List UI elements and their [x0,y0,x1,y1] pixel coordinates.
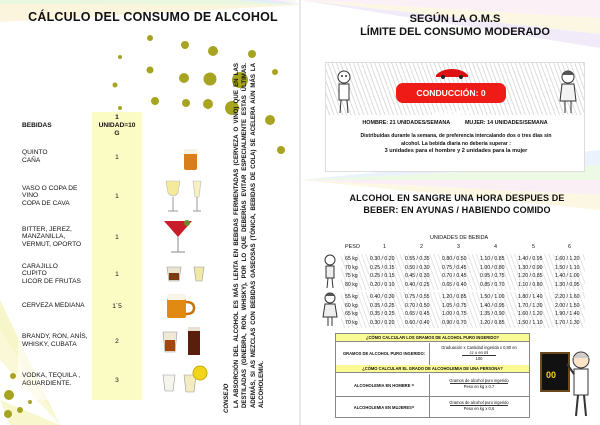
table-row [18,290,266,322]
men-alcoholemia-formula: Gramos de alcohol puro ingerido Peso en kg x 0,7 [449,378,509,389]
beverage-name: CERVEZA MEDIANA [18,290,92,322]
beverage-name: BRANDY, RON, ANÍS, WHISKY, CUBATA [18,322,92,360]
beverage-units: 1 [92,138,142,176]
units-col-4: 4 [494,244,497,250]
women-weight-cell: 55 kg [345,294,358,300]
advice-label: CONSEJO [224,383,230,413]
men-bac-cell: 0.85 / 0.70 [480,281,505,288]
weight-header: PESO [345,244,360,250]
women-alcoholemia-label: ALCOHOLEMIA EN MUJERES= [353,405,415,410]
women-bac-cell: 1.50 / 1.10 [518,319,543,326]
women-bac-cell: 0.35 / 0.25 [370,311,395,317]
units-col-2: 2 [420,244,423,250]
men-bac-cell: 1.40 / 1.00 [555,273,580,279]
men-weight-cell: 65 kg [345,256,358,262]
men-bac-cell: 0.65 / 0.40 [442,281,467,288]
weekly-limits [326,120,584,126]
units-col-6: 6 [568,244,571,250]
women-weekly-limit: MUJER: 14 UNIDADES/SEMANA [464,120,548,126]
men-alcoholemia-label: ALCOHOLEMIA EN HOMBRE = [353,383,414,388]
women-bac-cell: 1.70 / 1.30 [555,319,580,326]
beverage-units: 1 [92,216,142,258]
men-bac-cell: 0.40 / 0.25 [405,281,430,288]
women-bac-cell: 0.30 / 0.20 [370,319,395,326]
women-bac-cell: 1.40 / 0.95 [480,302,505,309]
tequila-lemon-icon [180,365,208,395]
men-weight-cell: 75 kg [345,273,358,279]
shot-glass-icon [192,264,206,284]
men-bac-cell: 0.55 / 0.35 [405,256,430,262]
women-bac-cell: 0.90 / 0.70 [442,319,467,326]
distribution-note: Distribuidas durante la semana, de preferencia intercalando dos o tres días sin alcohol. La bebida diaria no debería superar : 3 unidades para el hombre y 2 unidades para la mujer [360,133,552,155]
men-weight-cell: 80 kg [345,281,358,288]
cocktail-glass-icon [162,217,198,257]
column-header-beverages: BEBIDAS [22,121,52,129]
men-bac-cell: 0.45 / 0.30 [405,273,430,279]
cubata-glass-icon [186,325,202,357]
men-weekly-limit: HOMBRE: 21 UNIDADES/SEMANA [362,120,450,126]
grams-formula: Graduación x Cantidad ingerida x 0,80 en cc o en ml 100 [441,345,517,361]
beverage-name: CARAJILLO CUPITO LICOR DE FRUTAS [18,258,92,290]
units-col-5: 5 [532,244,535,250]
women-bac-cell: 1.35 / 0.90 [480,311,505,317]
women-bac-cell: 1.90 / 1.40 [555,311,580,317]
table-row [18,258,266,290]
women-bac-cell: 2.00 / 1.50 [555,302,580,309]
beer-mug-icon [164,292,196,320]
man-figure-icon [332,69,356,117]
beverage-name: VODKA, TEQUILA , AGUARDIENTE. [18,360,92,400]
women-bac-cell: 0.65 / 0.45 [405,311,430,317]
question-alcoholemia: ¿CÓMO CALCULAR EL GRADO DE ALCOHOLEMIA DE UNA PERSONA? [336,365,529,373]
men-bac-cell: 1.10 / 0.80 [518,281,543,288]
vodka-shot-icon [160,372,178,394]
women-bac-cell: 1.50 / 1.00 [480,294,505,300]
units-col-1: 1 [383,244,386,250]
women-bac-cell: 1.80 / 1.40 [518,294,543,300]
beverage-units: 1´5 [92,290,142,322]
woman-figure-icon [556,69,580,117]
men-bac-cell: 1.30 / 0.90 [518,264,543,271]
professor-figure-icon [565,350,597,420]
men-bac-cell: 1.40 / 0.95 [518,256,543,262]
white-wine-glass-icon [162,179,184,215]
beverage-units: 2 [92,322,142,360]
beverage-name: VASO O COPA DE VINO COPA DE CAVA [18,176,92,216]
column-header-units: 1 UNIDAD=10 G [92,112,142,138]
women-bac-cell: 0.70 / 0.50 [405,302,430,309]
women-bac-cell: 2.20 / 1.60 [555,294,580,300]
men-bac-cell: 0.20 / 0.10 [370,281,395,288]
calculation-box [335,333,530,418]
chalkboard-number: 00 [546,370,557,380]
men-bac-cell: 0.25 / 0.15 [370,273,395,279]
grams-label: GRAMOS DE ALCOHOL PURO INGERIDO: [342,351,426,356]
blood-alcohol-title: ALCOHOL EN SANGRE UNA HORA DESPUES DE BEBER: EN AYUNAS / HABIENDO COMIDO [349,193,565,215]
men-bac-cell: 0.25 / 0.15 [370,264,395,271]
beverage-name: QUINTO CAÑA [18,138,92,176]
man-small-icon [320,254,340,290]
table-row [18,216,266,258]
men-bac-cell: 0.70 / 0.45 [442,273,467,279]
absorption-advice-text: LA ABSORCIÓN DEL ALCOHOL ES MÁS LENTA EN BEBIDAS FERMENTADAS (CERVEZA O VINO) QUE EN LAS DESTILADAS (GINEBRA, RON, WHISKY), POR LO QUE DEBERÍAS EVITAR ESPECIALMENTE ESTAS ÚLTIMAS. ADEMÁS, SI AS MEZCLAS CON BEBIDAS GASEOSAS (TÓNICA, BEBIDAS DE COLA) SE ACELERA AÚN MÁS LA ALCOHOLEMIA. [233,63,266,408]
women-weight-cell: 70 kg [345,319,358,326]
table-row [18,176,266,216]
brandy-glass-icon [160,328,180,356]
women-bac-cell: 0.35 / 0.25 [370,302,395,309]
men-weight-cell: 70 kg [345,264,358,271]
moderate-consumption-box [325,62,585,172]
men-bac-cell: 1.30 / 0.95 [555,281,580,288]
women-weight-cell: 60 kg [345,302,358,309]
table-row [18,322,266,360]
men-bac-cell: 1.10 / 0.85 [480,256,505,262]
units-header: UNIDADES DE BEBIDA [430,235,489,241]
women-bac-cell: 1.00 / 0.75 [442,311,467,317]
table-row [18,138,266,176]
women-bac-cell: 1.20 / 0.85 [442,294,467,300]
beverages-units-table [18,112,266,400]
woman-small-icon [320,292,340,328]
men-bac-cell: 0.80 / 0.50 [442,256,467,262]
men-bac-cell: 1.00 / 0.80 [480,264,505,271]
driving-zero-units-badge: CONDUCCIÓN: 0 UNIDADES [396,83,506,103]
beverage-units: 1 [92,258,142,290]
women-alcoholemia-formula: Gramos de alcohol puro ingerido Peso en kg x 0,6 [449,400,509,411]
left-page-title: CÁLCULO DEL CONSUMO DE ALCOHOL [28,10,278,24]
units-col-3: 3 [457,244,460,250]
women-bac-cell: 0.75 / 0.55 [405,294,430,300]
cava-flute-icon [190,179,204,215]
men-bac-cell: 0.75 / 0.45 [442,264,467,271]
women-weight-cell: 65 kg [345,311,358,317]
women-bac-cell: 0.60 / 0.40 [405,319,430,326]
women-bac-cell: 0.40 / 0.30 [370,294,395,300]
beverage-name: BITTER, JEREZ, MANZANILLA, VERMUT, OPORTO [18,216,92,258]
men-bac-cell: 0.30 / 0.20 [370,256,395,262]
women-bac-cell: 1.70 / 1.30 [518,302,543,309]
question-grams: ¿CÓMO CALCULAR LOS GRAMOS DE ALCOHOL PURO INGERIDO? [336,334,529,342]
men-bac-cell: 1.50 / 1.10 [555,264,580,271]
women-bac-cell: 1.20 / 0.85 [480,319,505,326]
red-car-icon [434,67,470,79]
men-bac-cell: 0.50 / 0.30 [405,264,430,271]
beverage-units: 1 [92,176,142,216]
women-bac-cell: 1.60 / 1.20 [518,311,543,317]
men-bac-cell: 0.95 / 0.75 [480,273,505,279]
men-bac-cell: 1.60 / 1.20 [555,256,580,262]
beer-glass-icon [180,146,202,172]
men-bac-cell: 1.20 / 0.85 [518,273,543,279]
women-bac-cell: 1.05 / 0.75 [442,302,467,309]
right-page-title: SEGÚN LA O.M.S LÍMITE DEL CONSUMO MODERADO [360,13,550,38]
liqueur-shot-icon [164,263,184,285]
beverage-units: 3 [92,360,142,400]
